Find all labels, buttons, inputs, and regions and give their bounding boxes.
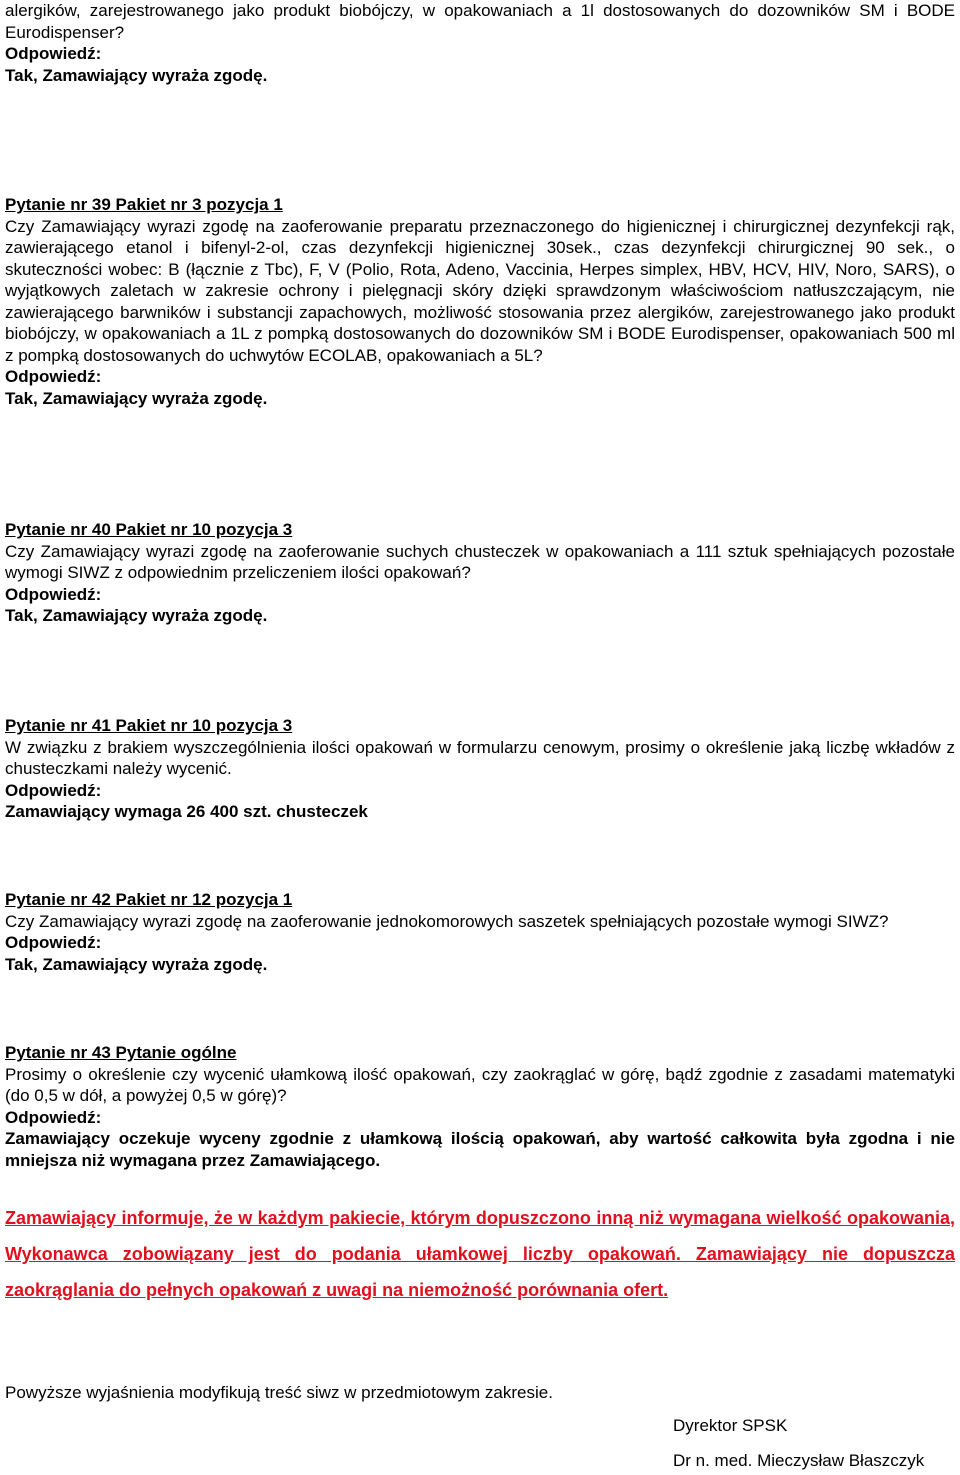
question-40-answer-label: Odpowiedź: bbox=[5, 584, 102, 604]
question-42-heading: Pytanie nr 42 Pakiet nr 12 pozycja 1 bbox=[5, 890, 293, 909]
intro-answer-text: Tak, Zamawiający wyraża zgodę. bbox=[5, 65, 268, 85]
question-41-text: W związku z brakiem wyszczególnienia ilości opakowań w formularzu cenowym, prosimy o określenie jaką liczbę wkładów z chusteczkami należy wycenić. bbox=[5, 737, 955, 778]
question-41-heading: Pytanie nr 41 Pakiet nr 10 pozycja 3 bbox=[5, 716, 293, 735]
question-43-answer-label: Odpowiedź: bbox=[5, 1107, 102, 1127]
notice-text: Zamawiający informuje, że w każdym pakiecie, którym dopuszczono inną niż wymagana wielkość opakowania, Wykonawca zobowiązany jest do podania ułamkowej liczby opakowań. Zamawiający nie dopuszcza zaokrąglania do pełnych opakowań z uwagi na niemożność porównania ofert. bbox=[5, 1208, 955, 1300]
signature-title: Dyrektor SPSK bbox=[673, 1416, 788, 1435]
question-42-section bbox=[5, 889, 955, 975]
intro-answer-label: Odpowiedź: bbox=[5, 44, 102, 63]
question-39-answer: Tak, Zamawiający wyraża zgodę. bbox=[5, 388, 268, 408]
intro-section bbox=[5, 0, 955, 86]
question-39-section bbox=[5, 194, 955, 409]
question-43-answer: Zamawiający oczekuje wyceny zgodnie z ułamkową ilością opakowań, aby wartość całkowita była zgodna i nie mniejsza niż wymagana przez Zamawiającego. bbox=[5, 1129, 955, 1170]
question-39-heading: Pytanie nr 39 Pakiet nr 3 pozycja 1 bbox=[5, 195, 283, 214]
question-40-section bbox=[5, 519, 955, 627]
question-40-text: Czy Zamawiający wyrazi zgodę na zaoferowanie suchych chusteczek w opakowaniach a 111 sztuk spełniających pozostałe wymogi SIWZ z odpowiednim przeliczeniem ilości opakowań? bbox=[5, 541, 955, 582]
intro-question-text: alergików, zarejestrowanego jako produkt biobójczy, w opakowaniach a 1l dostosowanych do dozowników SM i BODE Eurodispenser? bbox=[5, 1, 955, 42]
question-40-answer: Tak, Zamawiający wyraża zgodę. bbox=[5, 606, 268, 625]
question-42-text: Czy Zamawiający wyrazi zgodę na zaoferowanie jednokomorowych saszetek spełniających pozostałe wymogi SIWZ? bbox=[5, 911, 889, 931]
closing-section bbox=[5, 1382, 955, 1404]
notice-section bbox=[5, 1200, 955, 1308]
question-42-answer-label: Odpowiedź: bbox=[5, 933, 102, 952]
question-43-heading: Pytanie nr 43 Pytanie ogólne bbox=[5, 1043, 237, 1062]
question-43-text: Prosimy o określenie czy wycenić ułamkową ilość opakowań, czy zaokrąglać w górę, bądź zgodnie z zasadami matematyki (do 0,5 w dół, a powyżej 0,5 w górę)? bbox=[5, 1064, 955, 1105]
question-40-heading: Pytanie nr 40 Pakiet nr 10 pozycja 3 bbox=[5, 520, 293, 539]
question-43-section bbox=[5, 1042, 955, 1171]
question-42-answer: Tak, Zamawiający wyraża zgodę. bbox=[5, 954, 268, 974]
question-41-answer: Zamawiający wymaga 26 400 szt. chusteczek bbox=[5, 802, 368, 821]
question-39-text: Czy Zamawiający wyrazi zgodę na zaoferowanie preparatu przeznaczonego do higienicznej i chirurgicznej dezynfekcji rąk, zawierającego etanol i bifenyl-2-ol, czas dezynfekcji higienicznej 30sek., czas dezynfekcji chirurgicznej 90 sek., o skuteczności wobec: B (łącznie z Tbc), F, V (Polio, Rota, Adeno, Vaccinia, Herpes simplex, HBV, HCV, HIV, Noro, SARS), o wyjątkowych zaletach w zakresie ochrony i pielęgnacji skóry dzięki sprawdzonym właściwościom natłuszczającym, nie zawierającego barwników i substancji zapachowych, możliwość stosowania przez alergików, zarejestrowanego jako produkt biobójczy, w opakowaniach a 1L z pompką dostosowanych do dozowników SM i BODE Eurodispenser, opakowaniach 500 ml z pompką dostosowanych do uchwytów ECOLAB, opakowaniach a 5L? bbox=[5, 216, 955, 365]
question-41-section bbox=[5, 715, 955, 823]
question-39-answer-label: Odpowiedź: bbox=[5, 367, 102, 386]
closing-text: Powyższe wyjaśnienia modyfikują treść siwz w przedmiotowym zakresie. bbox=[5, 1383, 553, 1402]
question-41-answer-label: Odpowiedź: bbox=[5, 780, 102, 800]
signature-name: Dr n. med. Mieczysław Błaszczyk bbox=[673, 1451, 925, 1470]
